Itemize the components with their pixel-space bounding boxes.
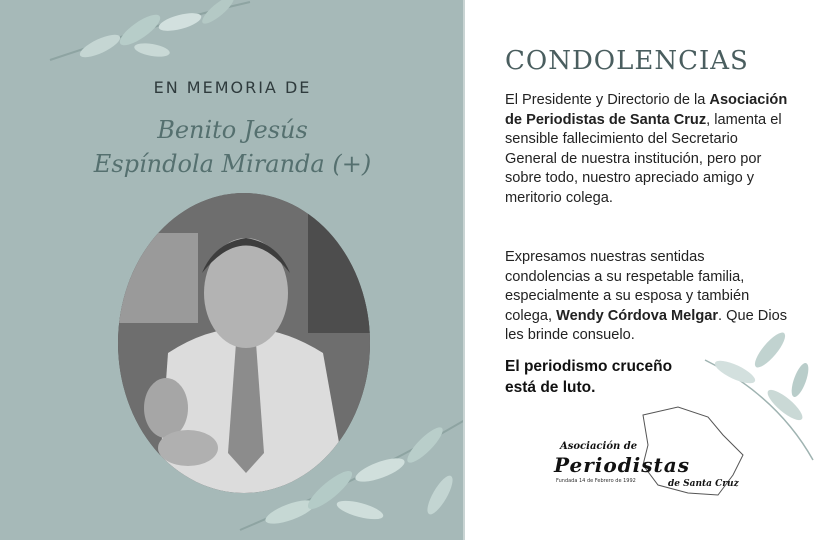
- paragraph-2-text-c: . Que Dios les brinde consuelo.: [505, 307, 787, 344]
- closing-line-2: está de luto.: [505, 379, 596, 396]
- condolence-paragraph-2: [505, 248, 790, 346]
- memorial-heading: EN MEMORIA DE: [153, 78, 312, 97]
- closing-line-1: El periodismo cruceño: [505, 358, 673, 375]
- association-name: Asociación de Periodistas de Santa Cruz: [505, 92, 788, 128]
- condolences-title: CONDOLENCIAS: [505, 46, 749, 76]
- widow-name: Wendy Córdova Melgar: [556, 307, 719, 324]
- leaf-decoration-bottom: [230, 400, 465, 540]
- logo-line-3: Fundada 14 de Febrero de 1992: [556, 478, 636, 484]
- paragraph-2-text-a: Expresamos nuestras sentidas condolencias a su respetable familia, especialmente a su esposa y también colega,: [505, 249, 750, 324]
- closing-statement: [505, 356, 705, 398]
- association-logo: [548, 405, 748, 500]
- deceased-name-line1: Benito Jesús: [157, 116, 308, 144]
- logo-line-1: Asociación de: [560, 441, 638, 452]
- leaf-decoration-top: [40, 0, 260, 70]
- logo-line-2: Periodistas: [554, 453, 690, 477]
- logo-line-4: de Santa Cruz: [668, 479, 739, 489]
- paragraph-1-text-c: , lamenta el sensible fallecimiento del Secretario General de nuestra institución, pero por sobre todo, nuestro apreciado amigo y meritorio colega.: [505, 111, 782, 206]
- paragraph-1-text-a: El Presidente y Directorio de la: [505, 92, 710, 108]
- condolence-paragraph-1: [505, 91, 790, 209]
- deceased-name-line2: Espíndola Miranda (+): [93, 150, 372, 178]
